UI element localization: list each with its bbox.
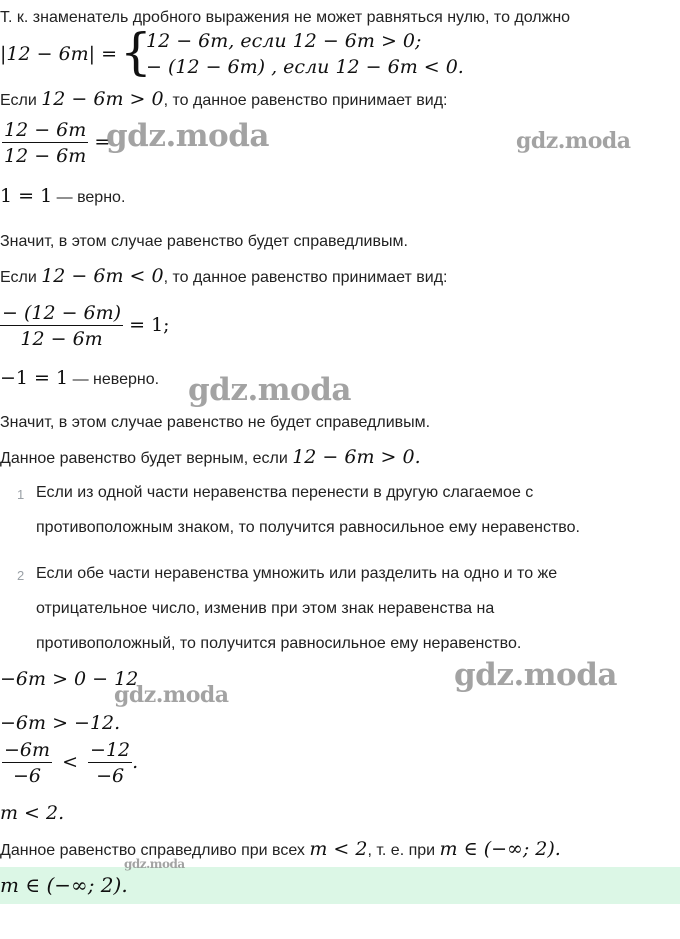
answer-box (0, 867, 680, 904)
step-1: −6m > 0 − 12 (0, 668, 139, 690)
case2-condition: Если 12 − 6m < 0, то данное равенство принимает вид: (0, 265, 448, 287)
result-statement: Данное равенство будет верным, если 12 − 6m > 0. (0, 446, 421, 468)
rule-line: противоположным знаком, то получится равносильное ему неравенство. (36, 519, 580, 536)
case1-condition: Если 12 − 6m > 0, то данное равенство принимает вид: (0, 88, 448, 110)
step-3: $\frac{-6m}{-6}$ < $\frac{-12}{-6}$ . (4, 739, 139, 787)
conclusion-1: Значит, в этом случае равенство будет справедливым. (0, 233, 408, 250)
case-negative: − (12 − 6m) , если 12 − 6m < 0. (146, 56, 464, 78)
final-statement: Данное равенство справедливо при всех m < 2, т. е. при m ∈ (−∞; 2). (0, 838, 561, 860)
fraction-2: $\frac{- (12 - 6m)}{12 - 6m}$ = 1; (2, 302, 170, 350)
rule-line: Если обе части неравенства умножить или разделить на одно и то же (36, 565, 558, 582)
brace-icon: { (120, 23, 152, 81)
rule-line: Если из одной части неравенства перенести в другую слагаемое с (36, 484, 534, 501)
watermark: gdz.moda (516, 128, 631, 154)
conclusion-2: Значит, в этом случае равенство не будет справедливым. (0, 414, 431, 431)
watermark: gdz.moda (454, 657, 617, 693)
equation-true: 1 = 1 — верно. (0, 185, 126, 207)
rule-line: противоположный, то получится равносильное ему неравенство. (36, 635, 522, 652)
abs-lhs: |12 − 6m| = (0, 43, 118, 65)
watermark: gdz.moda (124, 857, 185, 871)
watermark: gdz.moda (188, 372, 351, 408)
watermark: gdz.moda (106, 118, 269, 154)
equation-false: −1 = 1 — неверно. (0, 367, 160, 389)
fraction-1: $\frac{12 - 6m}{12 - 6m}$ = (4, 119, 111, 167)
rule-number: 2 (17, 568, 25, 583)
case-positive: 12 − 6m, если 12 − 6m > 0; (146, 30, 422, 52)
rule-number: 1 (17, 487, 25, 502)
watermark: gdz.moda (114, 682, 229, 708)
step-4: m < 2. (0, 802, 65, 824)
answer-text: m ∈ (−∞; 2). (0, 873, 128, 897)
step-2: −6m > −12. (0, 712, 121, 734)
intro-text: Т. к. знаменатель дробного выражения не может равняться нулю, то должно (0, 9, 571, 26)
rule-line: отрицательное число, изменив при этом знак неравенства на (36, 600, 495, 617)
